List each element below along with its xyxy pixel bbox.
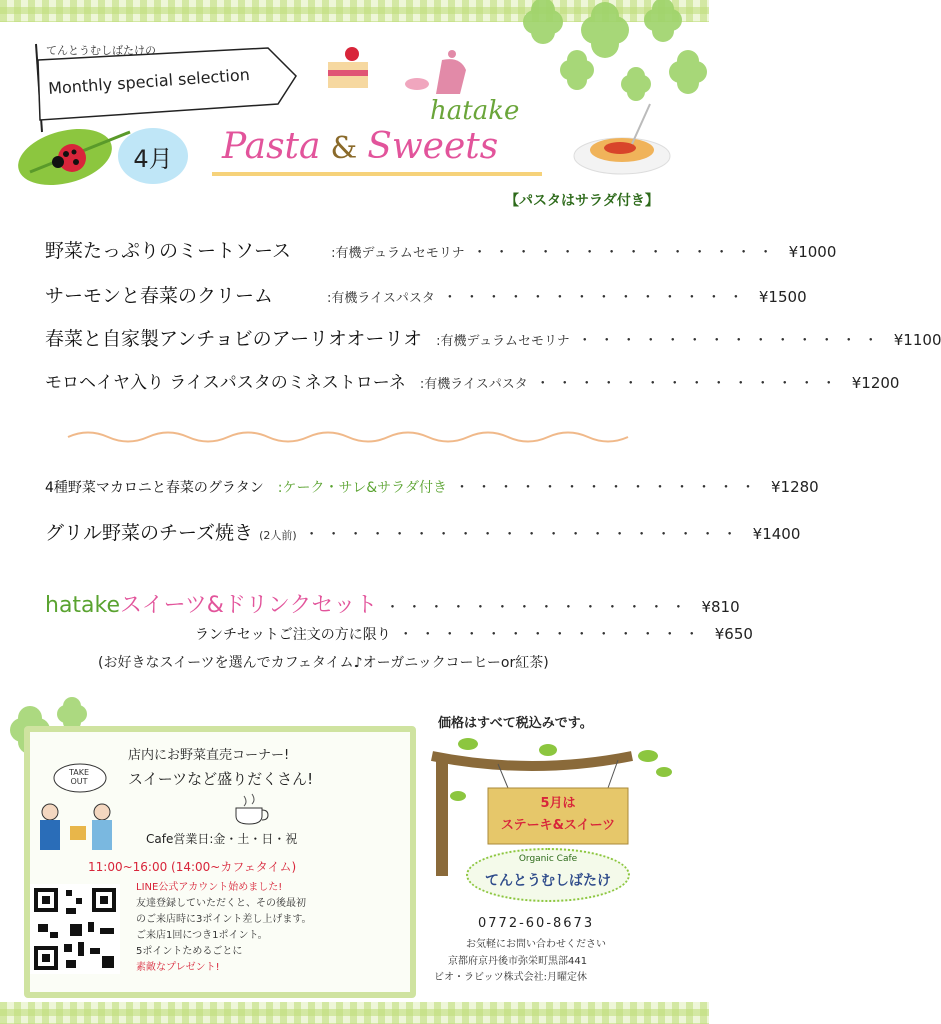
menu-item-desc: (2人前) [259, 529, 297, 542]
title-underline [212, 172, 542, 176]
menu-item-price: ¥1400 [752, 525, 801, 543]
sweets-set-title-hatake: hatake [45, 593, 121, 618]
menu-item-desc: :有機ライスパスタ [327, 291, 435, 306]
dot-leader: ・・・・・・・・・・・・・・ [472, 245, 781, 261]
pasta-plate-icon [570, 100, 680, 180]
sign-line1: 5月は [540, 796, 576, 811]
dot-leader: ・・・・・・・・・・・・・・ [442, 290, 751, 306]
menu-item [45, 368, 900, 402]
coffee-cup-icon [232, 792, 272, 826]
page-title [222, 126, 498, 167]
phone-note: お気軽にお問い合わせください [466, 939, 606, 950]
sign-line2: ステーキ&スイーツ [500, 818, 616, 833]
title-sweets: Sweets [367, 126, 499, 167]
menu-item-name: 4種野菜マカロニと春菜のグラタン [45, 480, 264, 496]
wavy-divider [68, 428, 638, 446]
takeout-label: TAKE OUT [68, 768, 90, 786]
menu-item-name: モロヘイヤ入り ライスパスタのミネストローネ [45, 373, 406, 393]
dot-leader: ・・・・・・・・・・・・・・ [577, 333, 886, 349]
company: ビオ・ラビッツ株式会社:月曜定休 [434, 972, 587, 983]
info-line1: 店内にお野菜直売コーナー! [128, 748, 290, 763]
lunch-set-label: ランチセットご注文の方に限り [195, 627, 391, 643]
sweets-set-note: (お好きなスイーツを選んでカフェタイム♪オーガニックコーヒーor紅茶) [98, 655, 549, 671]
menu-item [45, 281, 807, 315]
line-info-line: ご来店1回につき1ポイント。 [136, 930, 268, 941]
menu-item-name: 春菜と自家製アンチョビのアーリオオーリオ [45, 328, 423, 350]
menu-item-price: ¥1280 [771, 478, 819, 496]
sweets-set-price: ¥810 [701, 598, 740, 616]
menu-item-desc: :有機デュラムセモリナ [436, 334, 570, 349]
dot-leader: ・・・・・・・・・・・・・・ [385, 600, 694, 616]
month-label: 4月 [133, 144, 173, 173]
menu-item-desc: :有機ライスパスタ [419, 377, 528, 392]
menu-item-price: ¥1200 [851, 374, 900, 392]
line-info-line: 友達登録していただくと、その後最初 [136, 898, 306, 909]
logo-small: Organic Cafe [518, 854, 578, 864]
banner-line2: Monthly special selection [47, 64, 251, 99]
cake-teapot-icon [322, 40, 482, 100]
dot-leader: ・・・・・・・・・・・・・・ [398, 627, 707, 643]
cafe-days: Cafe営業日:金・土・日・祝 [146, 832, 298, 846]
phone-number: 0772-60-8673 [478, 916, 595, 931]
menu-item-desc: :ケーク・サレ&サラダ付き [277, 480, 447, 496]
month-bubble [118, 128, 188, 184]
menu-item [45, 324, 941, 358]
menu-item-name: 野菜たっぷりのミートソース [45, 240, 292, 262]
line-info [136, 880, 312, 976]
line-info-line: のご来店時に3ポイント差し上げます。 [136, 914, 312, 925]
salad-note: 【パスタはサラダ付き】 [505, 193, 659, 209]
menu-item-price: ¥1100 [893, 331, 941, 349]
sweets-set-title: スイーツ&ドリンクセット [120, 593, 378, 618]
dot-leader: ・・・・・・・・・・・・・・・・・・・・ [304, 527, 745, 543]
menu-item [45, 236, 837, 270]
banner-line1: てんとうむしばたけの [46, 44, 156, 57]
logo-main: てんとうむしばたけ [485, 873, 611, 889]
dot-leader: ・・・・・・・・・・・・・・ [535, 376, 844, 392]
menu-item-name: グリル野菜のチーズ焼き [45, 522, 254, 544]
title-amp: & [330, 131, 358, 166]
menu-item [45, 518, 801, 552]
address: 京都府京丹後市弥栄町黒部441 [448, 956, 588, 967]
menu-item-price: ¥1500 [758, 288, 807, 306]
qr-code-icon[interactable] [30, 884, 120, 974]
sweets-set-row [45, 588, 740, 622]
tax-note: 価格はすべて税込みです。 [438, 716, 593, 731]
menu-item-name: サーモンと春菜のクリーム [45, 285, 274, 307]
line-info-line: 5ポイントためるごとに [136, 946, 243, 957]
menu-item [45, 477, 819, 511]
dot-leader: ・・・・・・・・・・・・・・ [455, 480, 763, 496]
title-hatake: hatake [430, 96, 520, 126]
menu-item-price: ¥1000 [788, 243, 837, 261]
cafe-hours: 11:00~16:00 (14:00~カフェタイム) [88, 860, 297, 874]
line-info-line: LINE公式アカウント始めました! [136, 882, 283, 893]
info-line2: スイーツなど盛りだくさん! [128, 770, 314, 788]
lunch-set-price: ¥650 [714, 625, 753, 643]
title-pasta: Pasta [222, 126, 321, 167]
menu-item-desc: :有機デュラムセモリナ [331, 246, 465, 261]
bottom-check-border [0, 1002, 709, 1024]
line-info-line: 素敵なプレゼント! [136, 962, 220, 973]
